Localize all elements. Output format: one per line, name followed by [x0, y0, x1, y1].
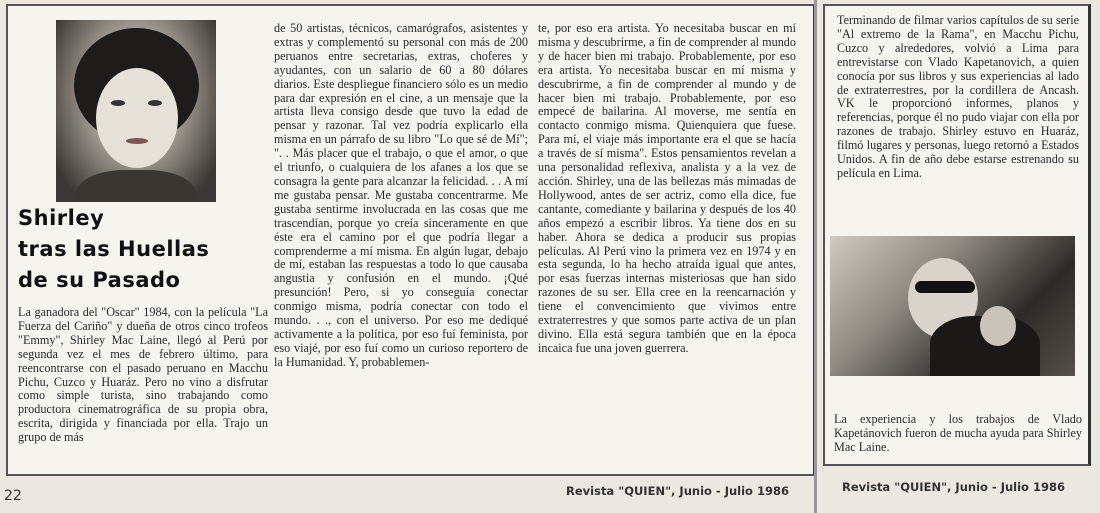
headline-line-2: tras las Huellas [18, 237, 210, 261]
article-column-1: La ganadora del "Oscar" 1984, con la película "La Fuerza del Cariño" y dueña de otros cinco trofeos "Emmy", Shirley Mac Laine, llegó al Perú por segunda vez el mes de febrero último, para reencontrarse con el pasado peruano en Macchu Pichu, Cuzco y Huaráz. Pero no vino a disfrutar como simple turista, sino trabajando como productora cinematrográfica de su propia obra, escrita, dirigida y financiada por ella. Trajo un grupo de más [18, 305, 268, 445]
source-footer-right: Revista "QUIEN", Junio - Julio 1986 [842, 480, 1065, 494]
article-column-3: te, por eso era artista. Yo necesitaba buscar en mí misma y descubrirme, a fin de comprender al mundo y de hacer bien mi trabajo. Probablemente, por eso era artista. Yo necesitaba buscar en mí misma y descubrirme, a fin de comprender al mundo y de hacer bien mi trabajo. Probablemente, por eso empecé de bailarina. Al moverse, me sentía en contacto conmigo misma. Quienquiera que fuese. Para mí, el viaje más importante era el que se hacía a través de sí misma". Estos pensamientos revelan a una personalidad reflexiva, analista y a la vez de acción. Shirley, una de las bellezas más mimadas de Hollywood, antes de ser actriz, como ella dice, fue cantante, comediante y bailarina y después de los 40 años empezó a escribir libros. Ya tiene dos en su haber. Ahora se dedica a producir sus propias películas. Al Perú vino la primera vez en 1974 y en esta segunda, lo ha hecho atraída igual que antes, por esas fuerzas internas misteriosas que han sido razones de su ser. Ella cree en la reencarnación y tiene el convencimiento que vivimos entre extraterrestres y que somos parte activa de un plan divino. Ella está segura también que en la época incaica fue una joven guerrera. [538, 21, 796, 355]
vlado-photo [830, 236, 1075, 376]
page-number: 22 [4, 488, 22, 504]
source-footer-left: Revista "QUIEN", Junio - Julio 1986 [566, 484, 789, 498]
article-column-2: de 50 artistas, técnicos, camarógrafos, asistentes y extras y complementó su personal con más de 200 peruanos entre secretarias, extras, choferes y ayudantes, con un salario de 60 a 80 dólares diarios. Este despliegue financiero sólo es un medio para dar expresión en el cine, a un mensaje que la artista lleva consigo desde que tuvo la edad de pensar y razonar. Tal vez podría explicarlo ella misma en un párrafo de su libro "Lo que sé de Mí"; ". . Más placer que el trabajo, o que el amor, o que el triunfo, o cualquiera de los afanes a los que se consagra la gente para alcanzar la felicidad. . . A mí me gustaba pensar. Me gustaba concentrarme. Me gustaba sentirme involucrada en las cosas que me trascendían, porque yo creía sinceramente en que éste era el camino por el que podría llegar a comprenderme a mí misma. En algún lugar, debajo de mí, estaban las respuestas a todo lo que causaba angustia y confusión en el mundo. ¡Qué presunción! Pero, si yo conseguía conectar conmigo misma, podría conectar con todo el mundo. . ., con el universo. Por eso me dediqué activamente a la política, por eso fuí feminista, por eso viajé, por eso fuí como un curioso reportero de la Humanidad. Y, probablemen- [274, 21, 528, 369]
sidebar-column: Terminando de filmar varios capítulos de su serie "Al extremo de la Rama", en Macchu Pichu, Cuzco y alrededores, volvió a Lima para entrevistarse con Vlado Kapetanovich, a quien conocía por sus libros y sus experiencias al lado de extraterrestres, por la cordillera de Ancash. VK le proporcionó informes, planos y referencias, porque él no pudo viajar con ella por razones de trabajo. Shirley estuvo en Huaráz, filmó lugares y personas, luego retornó a Estados Unidos. A fin de año debe estarse estrenando su película en Lima. [837, 13, 1079, 180]
page-divider [814, 0, 817, 513]
headline-line-3: de su Pasado [18, 268, 181, 292]
article-headline [18, 203, 243, 296]
headline-line-1: Shirley [18, 206, 105, 230]
photo-caption: La experiencia y los trabajos de Vlado Kapetánovich fueron de mucha ayuda para Shirley Mac Laine. [834, 412, 1082, 454]
shirley-photo [56, 20, 216, 202]
